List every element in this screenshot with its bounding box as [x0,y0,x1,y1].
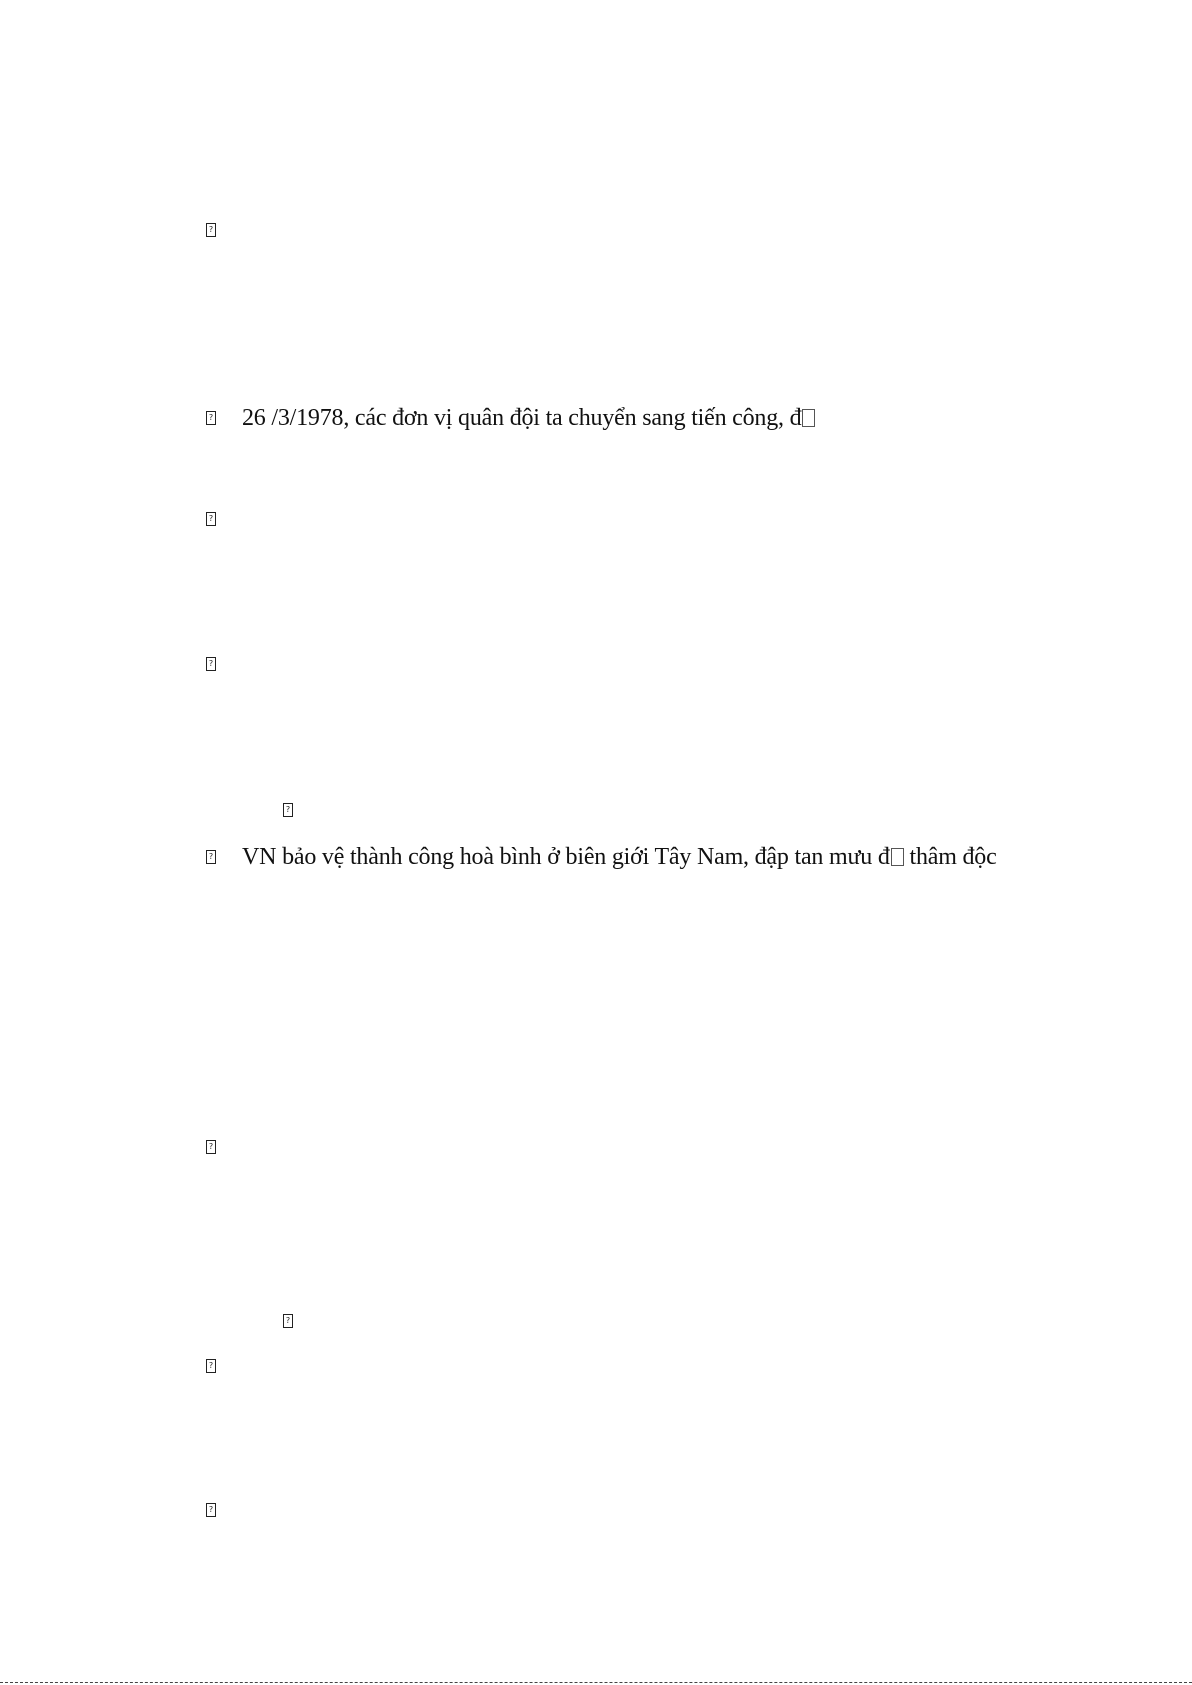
bullet-marker: ? [206,411,216,425]
bullet-marker: ? [206,1359,216,1373]
bullet-marker: ? [283,1314,293,1328]
bullet-marker: ? [283,803,293,817]
missing-glyph-icon [891,848,904,866]
bullet-marker: ? [206,1140,216,1154]
bullet-marker: ? [206,223,216,237]
page-bottom-divider [0,1682,1192,1683]
line-text: thâm độc [903,844,997,870]
bullet-marker: ? [206,1503,216,1517]
missing-glyph-icon [802,409,815,427]
paragraph-line [242,843,997,871]
line-text: VN bảo vệ thành công hoà bình ở biên giới Tây Nam, đập tan mưu đ [242,844,890,870]
line-text: 26 /3/1978, các đơn vị quân đội ta chuyển sang tiến công, đ [242,405,802,431]
bullet-marker: ? [206,850,216,864]
bullet-marker: ? [206,512,216,526]
bullet-marker: ? [206,657,216,671]
paragraph-line [242,404,815,432]
